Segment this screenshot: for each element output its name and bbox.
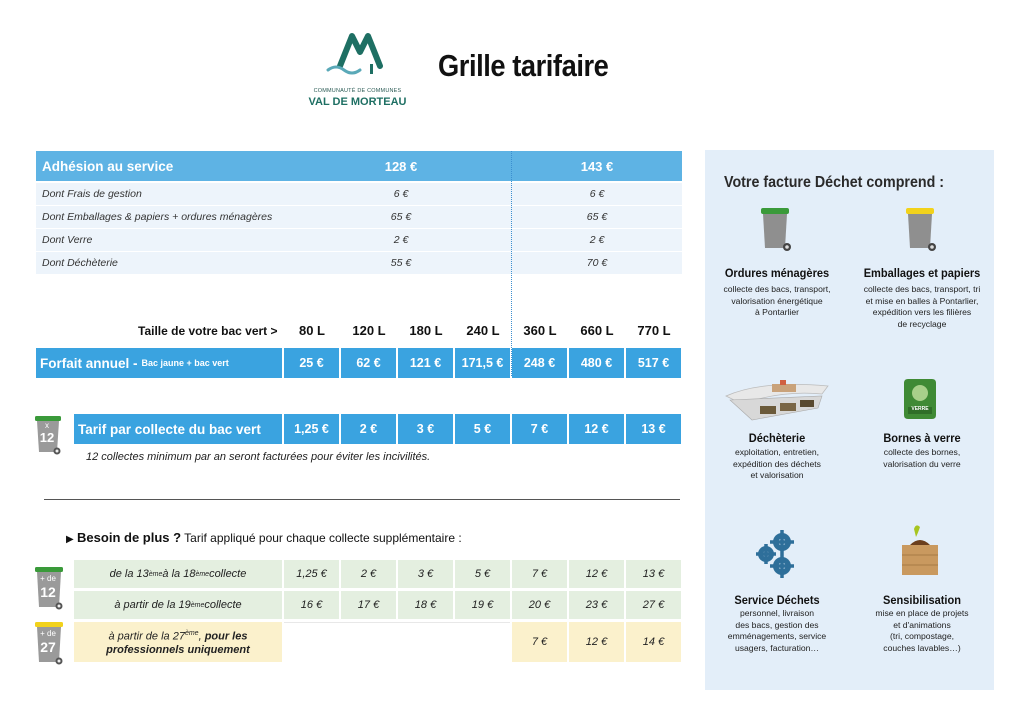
item-title: Ordures ménagères — [724, 266, 830, 280]
compost-icon — [896, 523, 944, 579]
item-title: Service Déchets — [734, 593, 820, 607]
extra-price: 20 € — [512, 591, 567, 619]
size-120: 120 L — [352, 323, 386, 338]
forfait-label — [36, 348, 282, 378]
verre-label: VERRE — [911, 406, 929, 412]
tarif-price: 3 € — [398, 414, 453, 444]
label-sup: ème — [148, 570, 163, 578]
adhesion-row-value: 70 € — [586, 257, 608, 269]
adhesion-row-label: Dont Frais de gestion — [42, 188, 142, 200]
adhesion-row-value: 2 € — [589, 234, 605, 246]
adhesion-row — [36, 229, 682, 251]
panel-title: Votre facture Déchet comprend : — [724, 174, 945, 191]
logo-name: VAL DE MORTEAU — [308, 96, 407, 108]
grey-bin-icon — [758, 206, 796, 254]
label-part: collecte — [204, 599, 242, 611]
forfait-price: 171,5 € — [455, 348, 510, 378]
extra-price: 27 € — [626, 591, 681, 619]
desc-line: de recyclage — [897, 318, 947, 329]
desc-line: valorisation énergétique — [731, 295, 823, 306]
adhesion-price-1: 128 € — [292, 151, 510, 181]
item-title: Déchèterie — [748, 431, 806, 445]
dechetterie-icon — [722, 376, 832, 426]
besoin-heading — [66, 530, 462, 545]
desc-line: collecte des bacs, transport, — [723, 284, 831, 294]
item-desc — [707, 447, 847, 482]
adhesion-row-label: Dont Déchèterie — [42, 257, 118, 269]
forfait-price: 121 € — [398, 348, 453, 378]
mountain-logo-icon — [300, 30, 415, 88]
item-desc — [852, 608, 992, 654]
label-part: , — [198, 630, 205, 643]
size-label: Taille de votre bac vert > — [138, 324, 278, 338]
label-bold: pour les professionnels uniquement — [106, 630, 250, 656]
bin-label-num: 12 — [40, 584, 56, 600]
desc-line: collecte des bornes, — [883, 447, 961, 457]
extra-row-label — [74, 560, 282, 588]
label-part: collecte — [209, 568, 247, 580]
forfait-price: 517 € — [626, 348, 681, 378]
green-bin-icon — [34, 565, 64, 611]
size-360: 360 L — [523, 323, 557, 338]
desc-line: expédition des déchets — [733, 458, 821, 469]
tarif-price: 2 € — [341, 414, 396, 444]
extra-row-label — [74, 622, 282, 662]
tarif-note: 12 collectes minimum par an seront facturées pour éviter les incivilités. — [86, 451, 431, 463]
desc-line: et mise en balles à Pontarlier, — [865, 295, 979, 306]
desc-line: emménagements, service — [727, 631, 827, 641]
desc-line: usagers, facturation… — [734, 642, 820, 653]
desc-line: et d'animations — [893, 619, 951, 630]
bin-label-top: x — [45, 421, 49, 430]
adhesion-row-value: 6 € — [393, 188, 409, 200]
desc-line: valorisation du verre — [883, 458, 961, 469]
item-desc — [852, 284, 992, 330]
label-part: de la 13 — [109, 568, 149, 580]
extra-price: 23 € — [569, 591, 624, 619]
item-desc — [852, 447, 992, 470]
extra-price: 1,25 € — [284, 560, 339, 588]
extra-price: 14 € — [626, 622, 681, 662]
adhesion-row — [36, 206, 682, 228]
desc-line: collecte des bacs, transport, tri — [863, 284, 981, 294]
size-660: 660 L — [580, 323, 614, 338]
extra-price: 7 € — [512, 622, 567, 662]
label-part: à la 18 — [162, 568, 196, 580]
tarif-price: 12 € — [569, 414, 624, 444]
extra-price: 3 € — [398, 560, 453, 588]
adhesion-row — [36, 252, 682, 274]
item-title: Emballages et papiers — [863, 266, 981, 280]
extra-price: 2 € — [341, 560, 396, 588]
size-240: 240 L — [466, 323, 500, 338]
bin-label-num: 12 — [39, 430, 55, 445]
empty-cell — [284, 622, 510, 662]
logo-subtitle: COMMUNAUTÉ DE COMMUNES — [313, 88, 402, 94]
adhesion-row-label: Dont Emballages & papiers + ordures ménagères — [42, 211, 273, 223]
label-sup: ème — [190, 601, 205, 609]
forfait-price: 248 € — [512, 348, 567, 378]
extra-price: 12 € — [569, 560, 624, 588]
desc-line: (tri, compostage, — [890, 631, 954, 641]
adhesion-row — [36, 183, 682, 205]
item-desc — [707, 284, 847, 319]
extra-price: 19 € — [455, 591, 510, 619]
forfait-sublabel: Bac jaune + bac vert — [141, 358, 229, 368]
label-sup: ème — [184, 630, 199, 638]
gears-icon — [754, 530, 800, 578]
forfait-price: 480 € — [569, 348, 624, 378]
divider — [44, 499, 680, 500]
desc-line: expédition vers les filières — [872, 307, 972, 317]
forfait-price: 25 € — [284, 348, 339, 378]
bin-label-top: + de — [40, 629, 56, 638]
desc-line: mise en place de projets — [875, 608, 969, 618]
label-part: à partir de la 19 — [114, 599, 191, 611]
item-desc — [707, 608, 847, 654]
extra-row-label — [74, 591, 282, 619]
adhesion-label: Adhésion au service — [36, 151, 290, 181]
glass-container-icon — [900, 377, 940, 421]
extra-price: 7 € — [512, 560, 567, 588]
adhesion-row-value: 65 € — [586, 211, 608, 223]
extra-price: 13 € — [626, 560, 681, 588]
extra-price: 18 € — [398, 591, 453, 619]
tarif-label: Tarif par collecte du bac vert — [74, 414, 282, 444]
extra-price: 16 € — [284, 591, 339, 619]
tarif-price: 1,25 € — [284, 414, 339, 444]
yellow-bin-icon — [34, 620, 64, 666]
logo — [300, 30, 415, 110]
bin-label-num: 27 — [40, 639, 56, 655]
size-770: 770 L — [637, 323, 671, 338]
adhesion-row-value: 2 € — [393, 234, 409, 246]
size-80: 80 L — [298, 323, 325, 338]
play-icon: ▶ — [66, 534, 74, 545]
size-180: 180 L — [409, 323, 443, 338]
item-title: Sensibilisation — [883, 593, 961, 607]
label-sup: ème — [195, 570, 210, 578]
adhesion-row-label: Dont Verre — [42, 234, 93, 246]
forfait-label-text: Forfait annuel - — [40, 355, 138, 371]
besoin-bold: Besoin de plus ? — [77, 530, 182, 545]
extra-price: 17 € — [341, 591, 396, 619]
label-part: à partir de la 27 — [108, 630, 185, 643]
desc-line: exploitation, entretien, — [734, 447, 820, 457]
adhesion-row-value: 55 € — [390, 257, 412, 269]
extra-price: 12 € — [569, 622, 624, 662]
desc-line: couches lavables…) — [883, 642, 961, 653]
adhesion-price-2: 143 € — [512, 151, 682, 181]
adhesion-row-value: 6 € — [589, 188, 605, 200]
desc-line: à Pontarlier — [755, 307, 799, 317]
green-bin-icon — [34, 414, 62, 456]
adhesion-header-row — [36, 151, 682, 181]
extra-price: 5 € — [455, 560, 510, 588]
desc-line: des bacs, gestion des — [735, 619, 819, 630]
item-title: Bornes à verre — [883, 431, 961, 445]
tarif-price: 13 € — [626, 414, 681, 444]
bin-label-top: + de — [40, 574, 56, 583]
besoin-text: Tarif appliqué pour chaque collecte supplémentaire : — [181, 531, 462, 545]
tarif-price: 5 € — [455, 414, 510, 444]
forfait-price: 62 € — [341, 348, 396, 378]
page-title: Grille tarifaire — [438, 48, 609, 83]
tarif-price: 7 € — [512, 414, 567, 444]
adhesion-row-value: 65 € — [390, 211, 412, 223]
desc-line: personnel, livraison — [739, 608, 815, 618]
yellow-lid-bin-icon — [903, 206, 941, 254]
desc-line: et valorisation — [750, 470, 804, 480]
column-separator — [511, 151, 512, 376]
